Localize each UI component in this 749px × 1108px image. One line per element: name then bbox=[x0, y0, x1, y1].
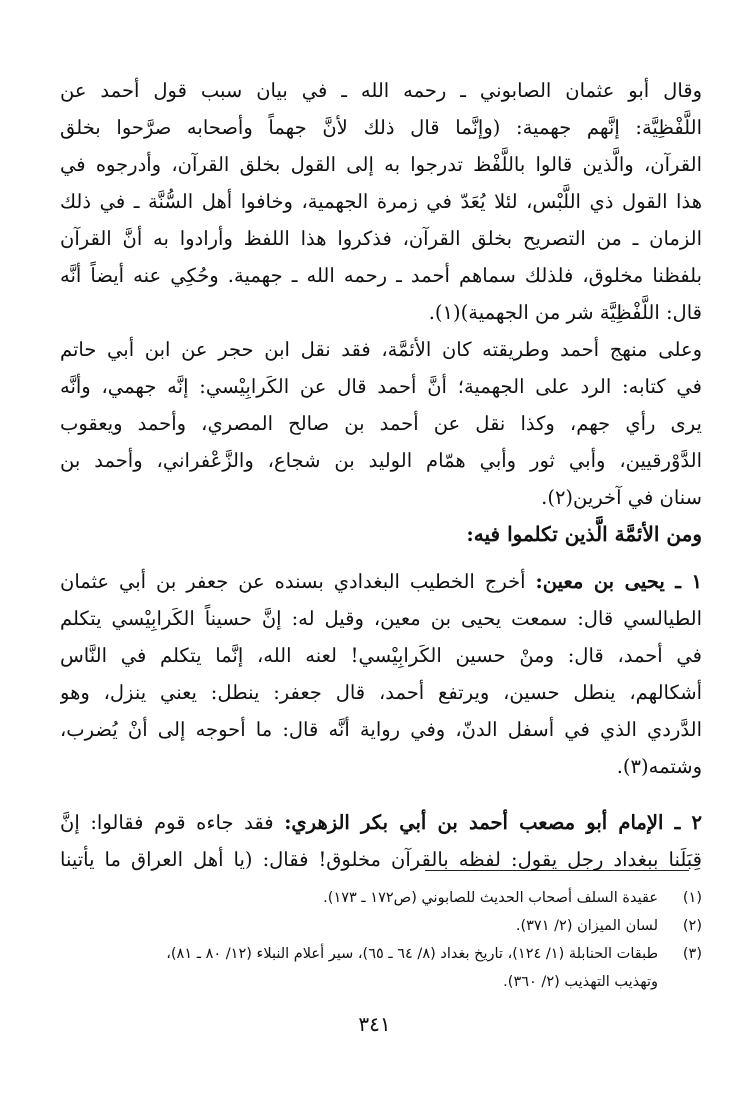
footnote-item bbox=[60, 940, 702, 968]
text-line: في كتابه: الرد على الجهمية؛ أنَّ أحمد قال عن الكَرابِيْسي: إنَّه جهمي، وأنَّه bbox=[60, 375, 702, 398]
text-line: في أحمد، قال: ومنْ حسين الكَرابِيْسي! لعنه الله، إنَّما يتكلم في النَّاس bbox=[60, 644, 702, 667]
footnote-number: (١) bbox=[682, 890, 702, 906]
text-line: الزمان ـ من التصريح بخلق القرآن، فذكروا هذا اللفظ وأرادوا به أنَّ القرآن bbox=[60, 227, 702, 250]
footnote-number-spacer bbox=[658, 968, 702, 996]
text-line bbox=[60, 563, 702, 600]
text-line: القرآن، والَّذين قالوا باللَّفْظ تدرجوا به إلى القول بخلق القرآن، وأدرجوه في bbox=[60, 153, 702, 176]
footnote-item bbox=[60, 912, 702, 940]
footnote-text: لسان الميزان (٢/ ٣٧١). bbox=[515, 918, 658, 934]
heading-text: ومن الأئمَّة الَّذين تكلموا فيه: bbox=[466, 522, 702, 546]
text-line: قِبَلَنا ببغداد رجل يقول: لفظه بالقرآن مخلوق! فقال: (يا أهل العراق ما يأتينا bbox=[60, 848, 702, 871]
entry-text: فقد جاءه قوم فقالوا: إنَّ bbox=[60, 811, 274, 834]
footnote-text: طبقات الحنابلة (١/ ١٢٤)، تاريخ بغداد (٨/ ٦٤ ـ ٦٥)، سير أعلام النبلاء (١٢/ ٨٠ ـ ٨١)، bbox=[166, 946, 658, 962]
footnote-text: عقيدة السلف أصحاب الحديث للصابوني (ص١٧٢ ـ ١٧٣). bbox=[323, 890, 658, 906]
text-line: سنان في آخرين(٢). bbox=[541, 486, 702, 509]
text-line: وعلى منهج أحمد وطريقته كان الأئمَّة، فقد نقل ابن حجر عن ابن أبي حاتم bbox=[60, 338, 702, 361]
paragraph-imams-method bbox=[60, 331, 702, 516]
footnote-text-continuation: وتهذيب التهذيب (٢/ ٣٦٠). bbox=[503, 974, 658, 990]
text-line: هذا القول ذي اللَّبْس، لئلا يُعَدّ في زمرة الجهمية، وخافوا أهل السُّنَّة ـ في ذلك bbox=[60, 190, 702, 213]
text-line: اللَّفْظِيَّة: إنَّهم جهمية: (وإنَّما قال ذلك لأنَّ جهماً وأصحابه صرَّحوا بخلق bbox=[60, 116, 702, 139]
text-line: وشتمه(٣). bbox=[616, 755, 702, 778]
text-line: يرى رأي جهم، وكذا نقل عن أحمد بن صالح المصري، وأحمد ويعقوب bbox=[60, 412, 702, 435]
footnotes bbox=[60, 884, 702, 996]
text-line: وقال أبو عثمان الصابوني ـ رحمه الله ـ في بيان سبب قول أحمد عن bbox=[60, 79, 702, 102]
footnote-number: (٢) bbox=[682, 918, 702, 934]
text-line: الدَّردي الذي في أسفل الدنّ، وفي رواية أنَّه قال: ما أحوجه إلى أنْ يُضرب، bbox=[60, 718, 702, 741]
text-line: أشكالهم، ينطل حسين، ويرتفع أحمد، قال جعفر: ينطل: يعني ينزل، وهو bbox=[60, 681, 702, 704]
text-line: الطيالسي قال: سمعت يحيى بن معين، وقيل له: إنَّ حسيناً الكَرابِيْسي يتكلم bbox=[60, 607, 702, 630]
paragraph-abu-musab bbox=[60, 804, 702, 878]
text-line: الدَّوْرقيين، وأبي ثور وأبي همّام الوليد بن شجاع، والزَّعْفراني، وأحمد بن bbox=[60, 449, 702, 472]
footnote-number: (٣) bbox=[682, 946, 702, 962]
footnote-divider bbox=[425, 870, 689, 871]
paragraph-yahya-ibn-main bbox=[60, 563, 702, 785]
entry-text: أخرج الخطيب البغدادي بسنده عن جعفر بن أبي عثمان bbox=[60, 570, 526, 593]
footnote-item bbox=[60, 968, 702, 996]
section-heading bbox=[60, 516, 702, 553]
text-line: قال: اللَّفْظِيَّة شر من الجهمية)(١). bbox=[428, 301, 702, 324]
footnote-item bbox=[60, 884, 702, 912]
text-line: بلفظنا مخلوق، فلذلك سماهم أحمد ـ رحمه الله ـ جهمية. وحُكِي عنه أيضاً أنَّه bbox=[60, 264, 702, 287]
entry-label: ١ ـ يحيى بن معين: bbox=[535, 570, 702, 593]
paragraph-sabuni-quote bbox=[60, 72, 702, 331]
page-number: ٣٤١ bbox=[358, 1012, 391, 1036]
text-line bbox=[60, 804, 702, 841]
entry-label: ٢ ـ الإمام أبو مصعب أحمد بن أبي بكر الزهري: bbox=[284, 811, 702, 834]
